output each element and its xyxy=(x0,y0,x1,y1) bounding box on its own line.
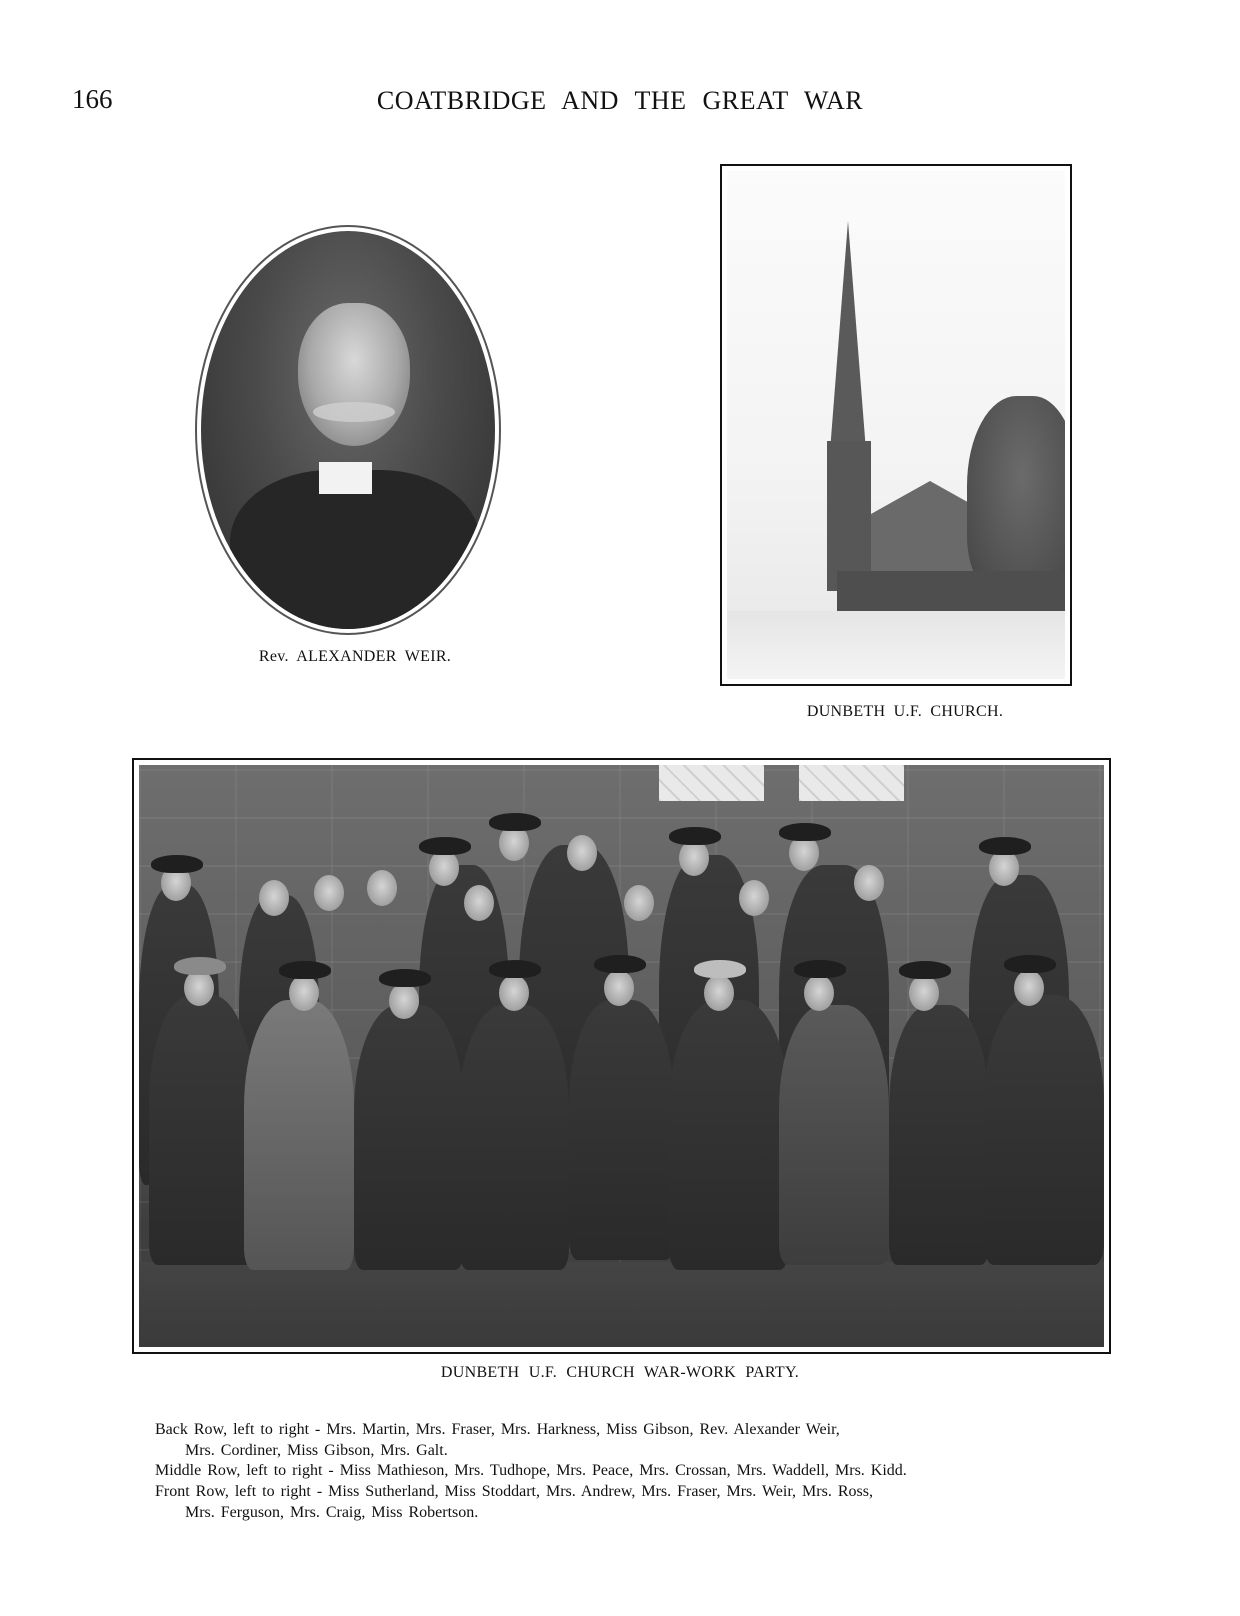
portrait-face xyxy=(298,303,410,446)
face xyxy=(367,870,397,906)
face xyxy=(289,975,319,1011)
face xyxy=(989,850,1019,886)
face xyxy=(624,885,654,921)
face xyxy=(499,975,529,1011)
front-row-line-2: Mrs. Ferguson, Mrs. Craig, Miss Robertson. xyxy=(185,1503,479,1521)
group-caption: DUNBETH U.F. CHURCH WAR-WORK PARTY. xyxy=(440,1364,800,1381)
group-photo xyxy=(139,765,1104,1347)
church-tower xyxy=(827,441,871,591)
face xyxy=(804,975,834,1011)
face xyxy=(909,975,939,1011)
hat xyxy=(1004,955,1056,973)
face xyxy=(739,880,769,916)
portrait-coat xyxy=(230,470,480,629)
hat xyxy=(489,813,541,831)
face xyxy=(1014,970,1044,1006)
figure xyxy=(244,1000,354,1270)
figure xyxy=(669,1000,789,1270)
face xyxy=(854,865,884,901)
hat xyxy=(489,960,541,978)
portrait-collar xyxy=(319,462,372,494)
hat xyxy=(419,837,471,855)
hat xyxy=(379,969,431,987)
church-photo xyxy=(727,171,1065,679)
front-row-line-1: Front Row, left to right - Miss Sutherland, Miss Stoddart, Mrs. Andrew, Mrs. Fraser, Mrs. Weir, Mrs. Ross, xyxy=(155,1483,873,1501)
grass-lawn xyxy=(139,1262,1104,1347)
figure xyxy=(459,1005,569,1270)
portrait-image xyxy=(201,231,495,629)
page-number: 166 xyxy=(72,84,113,114)
hat xyxy=(779,823,831,841)
portrait-moustache xyxy=(313,402,395,422)
hat xyxy=(979,837,1031,855)
church-spire xyxy=(830,221,866,451)
face xyxy=(389,983,419,1019)
leaded-window xyxy=(659,765,764,801)
running-title: COATBRIDGE AND THE GREAT WAR xyxy=(376,86,864,115)
face xyxy=(259,880,289,916)
hat xyxy=(594,955,646,973)
face xyxy=(567,835,597,871)
face xyxy=(604,970,634,1006)
hat xyxy=(279,961,331,979)
face xyxy=(314,875,344,911)
face xyxy=(184,970,214,1006)
face xyxy=(429,850,459,886)
names-list xyxy=(155,1420,1095,1524)
hat xyxy=(899,961,951,979)
figure xyxy=(889,1005,989,1265)
hat xyxy=(669,827,721,845)
hat xyxy=(694,960,746,978)
back-row-line-1: Back Row, left to right - Mrs. Martin, Mrs. Fraser, Mrs. Harkness, Miss Gibson, Rev. Alexander Weir, xyxy=(155,1421,840,1438)
figure xyxy=(354,1005,464,1270)
figure xyxy=(149,995,254,1265)
face xyxy=(704,975,734,1011)
hat xyxy=(151,855,203,873)
figure xyxy=(779,1005,889,1265)
back-row-line-2: Mrs. Cordiner, Miss Gibson, Mrs. Galt. xyxy=(185,1441,448,1459)
portrait-caption: Rev. ALEXANDER WEIR. xyxy=(258,648,452,665)
church-caption: DUNBETH U.F. CHURCH. xyxy=(806,703,1004,720)
tree xyxy=(967,396,1065,596)
road xyxy=(727,611,1065,679)
middle-row-line-1: Middle Row, left to right - Miss Mathieson, Mrs. Tudhope, Mrs. Peace, Mrs. Crossan, Mrs. Waddell, Mrs. Kidd. xyxy=(155,1462,907,1480)
face xyxy=(464,885,494,921)
hat xyxy=(794,960,846,978)
figure xyxy=(984,995,1104,1265)
figure xyxy=(569,1000,674,1260)
church-photo-frame xyxy=(720,164,1072,686)
portrait-photo-rev-alexander-weir xyxy=(195,225,501,635)
group-photo-frame xyxy=(132,758,1111,1354)
leaded-window xyxy=(799,765,904,801)
face xyxy=(679,840,709,876)
hat xyxy=(174,957,226,975)
